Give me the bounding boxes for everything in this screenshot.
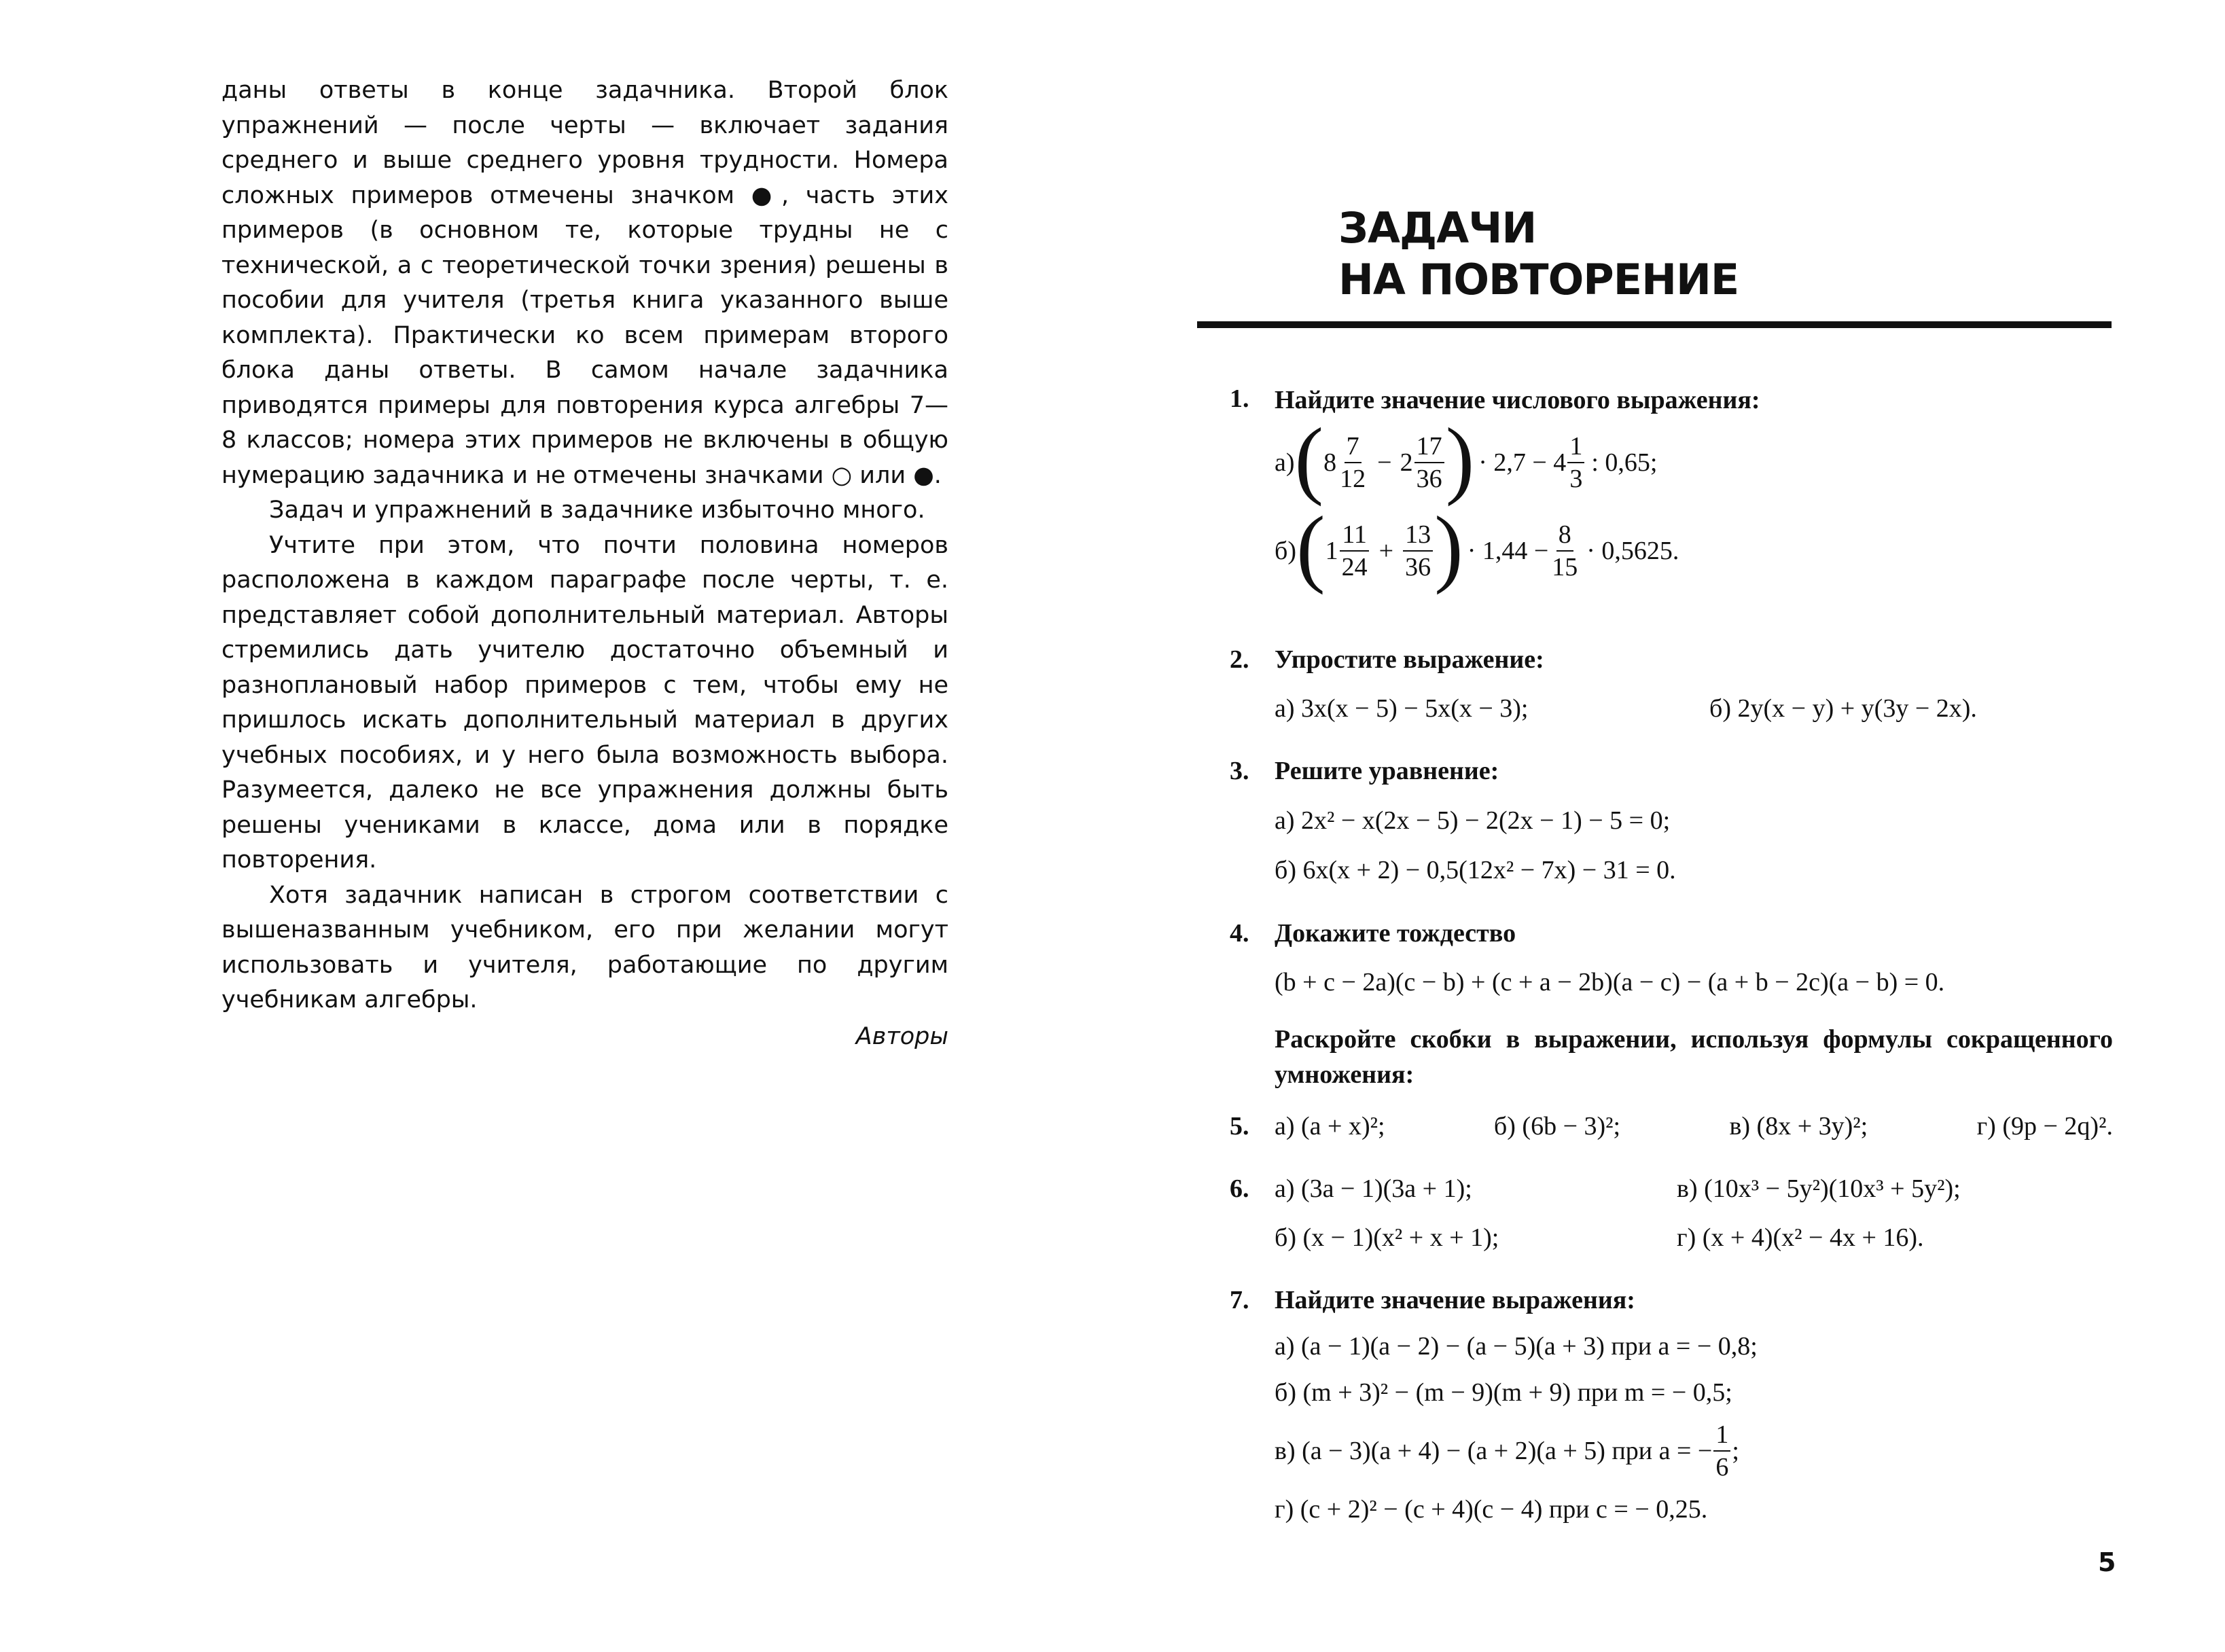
task-1a-expression: а) ( 8 $\frac{7}{12}$ − 2 $\frac{17}{36}$ ) · 2,7 − 4 $\frac{1}{3}$ : 0,65; (1275, 410, 1658, 507)
section-title-line-1: ЗАДАЧИ (1338, 203, 1537, 253)
task-6c: в) (10x³ − 5y²)(10x³ + 5y²); (1677, 1174, 1961, 1203)
task-2a: а) 3x(x − 5) − 5x(x − 3); (1275, 694, 1529, 723)
task-number: 2. (1230, 645, 1249, 674)
preface-paragraph-4: Хотя задачник написан в строгом соответствии с вышеназванным учебником, его при желании могут использовать и учителя, работающие по другим учебникам алгебры. (221, 881, 948, 1013)
task-7c: в) (a − 3)(a + 4) − (a + 2)(a + 5) при a = − $\frac{1}{6}$ ; (1275, 1420, 1739, 1482)
fraction: $\frac{17}{36}$ (1414, 431, 1444, 495)
task-header: Упростите выражение: (1275, 645, 1544, 674)
task-5-items (1275, 1109, 2113, 1144)
fraction: $\frac{13}{36}$ (1403, 519, 1433, 583)
task-7d: г) (c + 2)² − (c + 4)(c − 4) при c = − 0,25. (1275, 1495, 1708, 1524)
task-5c: в) (8x + 3y)²; (1729, 1112, 1868, 1141)
task-6a: а) (3a − 1)(3a + 1); (1275, 1174, 1472, 1203)
task-4-identity: (b + c − 2a)(c − b) + (c + a − 2b)(a − c) − (a + b − 2c)(a − b) = 0. (1275, 968, 1945, 996)
fraction: $\frac{11}{24}$ (1340, 519, 1370, 583)
task-4 (1230, 909, 2113, 1007)
section-title (1338, 202, 1739, 306)
preface-paragraph-2: Задач и упражнений в задачнике избыточно много. (269, 497, 925, 524)
task-number: 1. (1230, 384, 1249, 413)
page-number: 5 (2098, 1547, 2116, 1577)
fraction: $\frac{8}{15}$ (1552, 520, 1578, 581)
title-divider (1197, 321, 2112, 328)
task-2b: б) 2y(x − y) + y(3y − 2x). (1709, 694, 1977, 723)
task-header: Решите уравнение: (1275, 757, 1499, 785)
task-3b: б) 6x(x + 2) − 0,5(12x² − 7x) − 31 = 0. (1275, 856, 1676, 884)
task-5 (1230, 1109, 2113, 1144)
task-1b-expression: б) ( 1 $\frac{11}{24}$ + $\frac{13}{36}$ ) · 1,44 − $\frac{8}{15}$ · 0,5625. (1275, 499, 1679, 595)
task-header: Докажите тождество (1275, 919, 1516, 948)
task-6 (1230, 1164, 2113, 1262)
fraction: $\frac{1}{6}$ (1713, 1419, 1730, 1483)
task-3a: а) 2x² − x(2x − 5) − 2(2x − 1) − 5 = 0; (1275, 806, 1671, 835)
task-number: 4. (1230, 919, 1249, 948)
fraction: $\frac{1}{3}$ (1567, 431, 1584, 495)
task-6d: г) (x + 4)(x² − 4x + 16). (1677, 1223, 1924, 1252)
task-number: 6. (1230, 1174, 1249, 1203)
task-number: 7. (1230, 1286, 1249, 1314)
task-5b: б) (6b − 3)²; (1493, 1112, 1621, 1141)
task-5d: г) (9p − 2q)². (1976, 1112, 2113, 1141)
tasks-5-6-intro: Раскройте скобки в выражении, используя формулы сокращенного умножения: (1275, 1025, 2113, 1089)
preface-paragraph-1: даны ответы в конце задачника. Второй блок упражнений — после черты — включает задания среднего и выше среднего уровня трудности. Номера сложных примеров отмечены значком ●, часть этих примеров (в основном те, которые трудны не с технической, а с теоретической точки зрения) решены в пособии для учителя (третья книга указанного выше комплекта). Практически ко всем примерам второго блока даны ответы. В самом начале задачника приводятся примеры для повторения курса алгебры 7—8 классов; номера этих примеров не включены в общую нумерацию задачника и не отмечены значками ○ или ●. (221, 77, 948, 489)
task-7b: б) (m + 3)² − (m − 9)(m + 9) при m = − 0,5; (1275, 1378, 1732, 1407)
task-5a: а) (a + x)²; (1275, 1112, 1385, 1141)
fraction: $\frac{7}{12}$ (1340, 432, 1366, 493)
task-header: Найдите значение числового выражения: (1275, 386, 1760, 414)
task-number: 5. (1230, 1112, 1249, 1141)
section-title-line-2: НА ПОВТОРЕНИЕ (1338, 255, 1739, 304)
task-2 (1230, 635, 2113, 733)
preface-paragraph-3: Учтите при этом, что почти половина номеров расположена в каждом параграфе после черты, т. е. представляет собой дополнительный материал. Авторы стремились дать учителю достаточно объемный и разноплановый набор примеров с тем, чтобы ему не пришлось искать дополнительный материал в других учебных пособиях, и у него была возможность выбора. Разумеется, далеко не все упражнения должны быть решены учениками в классе, дома или в порядке повторения. (221, 531, 948, 874)
task-2-items (1275, 684, 2113, 733)
task-3 (1230, 747, 2113, 895)
task-number: 3. (1230, 757, 1249, 785)
task-7 (1230, 1277, 2113, 1532)
preface-text (221, 73, 948, 1054)
task-list (1230, 384, 2113, 1532)
task-6b: б) (x − 1)(x² + x + 1); (1275, 1223, 1499, 1252)
task-header: Найдите значение выражения: (1275, 1286, 1635, 1314)
task-1 (1230, 384, 2113, 635)
task-7a: а) (a − 1)(a − 2) − (a − 5)(a + 3) при a = − 0,8; (1275, 1332, 1758, 1361)
preface-signature: Авторы (855, 1022, 948, 1050)
